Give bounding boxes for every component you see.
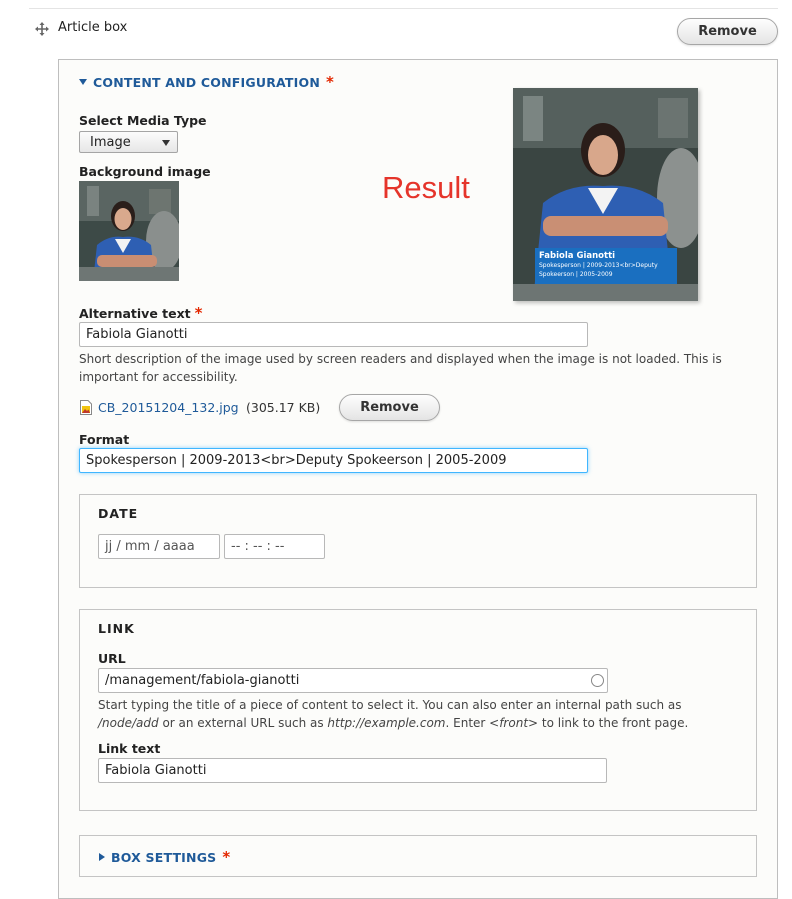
date-input[interactable]: jj / mm / aaaa: [98, 534, 220, 559]
portrait-photo-icon: [79, 181, 179, 281]
alt-text-label-text: Alternative text: [79, 305, 191, 321]
url-description-front: <front>: [489, 716, 539, 730]
top-divider: [29, 8, 778, 9]
media-type-label-text: Select Media Type: [79, 113, 207, 128]
url-description-node: /node/add: [98, 716, 159, 730]
url-description-part-4: to link to the front page.: [538, 716, 689, 730]
remove-file-button[interactable]: Remove: [339, 394, 440, 421]
chevron-down-icon: [162, 140, 170, 146]
file-name-link[interactable]: CB_20151204_132.jpg: [98, 400, 239, 415]
required-marker: *: [222, 848, 231, 866]
media-type-select[interactable]: [79, 131, 178, 153]
widget-title: Article box: [58, 20, 128, 35]
preview-caption-name: Fabiola Gianotti: [539, 251, 616, 261]
format-label-text: Format: [79, 432, 130, 447]
alt-text-label: [79, 304, 203, 322]
date-legend: DATE: [98, 506, 139, 521]
required-marker: *: [326, 73, 335, 91]
time-input[interactable]: -- : -- : --: [224, 534, 325, 559]
alt-text-description: Short description of the image used by screen readers and displayed when the image is not loaded. This is important for accessibility.: [79, 352, 722, 384]
file-size: (305.17 KB): [246, 400, 321, 415]
alt-text-input[interactable]: Fabiola Gianotti: [79, 322, 588, 347]
url-label: [98, 651, 126, 666]
box-settings-label: BOX SETTINGS: [111, 849, 217, 865]
move-arrows-icon[interactable]: [35, 22, 49, 36]
url-input[interactable]: /management/fabiola-gianotti: [98, 668, 608, 693]
collapsed-triangle-icon: [99, 853, 105, 861]
url-description-part-3: . Enter: [445, 716, 490, 730]
preview-caption-line-1: Spokesperson | 2009-2013<br>Deputy: [539, 262, 658, 269]
url-description: [98, 696, 748, 732]
preview-caption: [535, 248, 677, 284]
url-label-text: URL: [98, 651, 126, 666]
result-preview-card: [513, 88, 698, 301]
link-text-label: [98, 741, 160, 756]
link-text-label-text: Link text: [98, 741, 161, 756]
background-image-thumbnail: [79, 181, 179, 281]
result-annotation: Result: [382, 170, 470, 205]
url-description-example: http://example.com: [327, 716, 446, 730]
link-text-input[interactable]: Fabiola Gianotti: [98, 758, 607, 783]
url-description-part-2: or an external URL such as: [158, 716, 328, 730]
remove-widget-button[interactable]: Remove: [677, 18, 778, 45]
image-file-icon: [80, 400, 92, 415]
box-settings-summary[interactable]: [99, 848, 230, 866]
url-description-part-1: Start typing the title of a piece of content to select it. You can also enter an internal path such as: [98, 698, 682, 712]
format-label: [79, 432, 129, 447]
format-input[interactable]: Spokesperson | 2009-2013<br>Deputy Spokeerson | 2005-2009: [79, 448, 588, 473]
content-configuration-summary[interactable]: [79, 73, 334, 91]
summary-label: CONTENT AND CONFIGURATION: [93, 74, 320, 90]
background-image-label: [79, 164, 211, 179]
expanded-triangle-icon: [79, 79, 87, 85]
media-type-selected-value: Image: [90, 134, 131, 150]
autocomplete-throbber-icon: [591, 674, 604, 687]
preview-caption-line-2: Spokeerson | 2005-2009: [539, 270, 613, 278]
media-type-label: [79, 113, 207, 128]
background-image-label-text: Background image: [79, 164, 211, 179]
required-marker: *: [194, 304, 203, 322]
link-legend: LINK: [98, 621, 135, 636]
